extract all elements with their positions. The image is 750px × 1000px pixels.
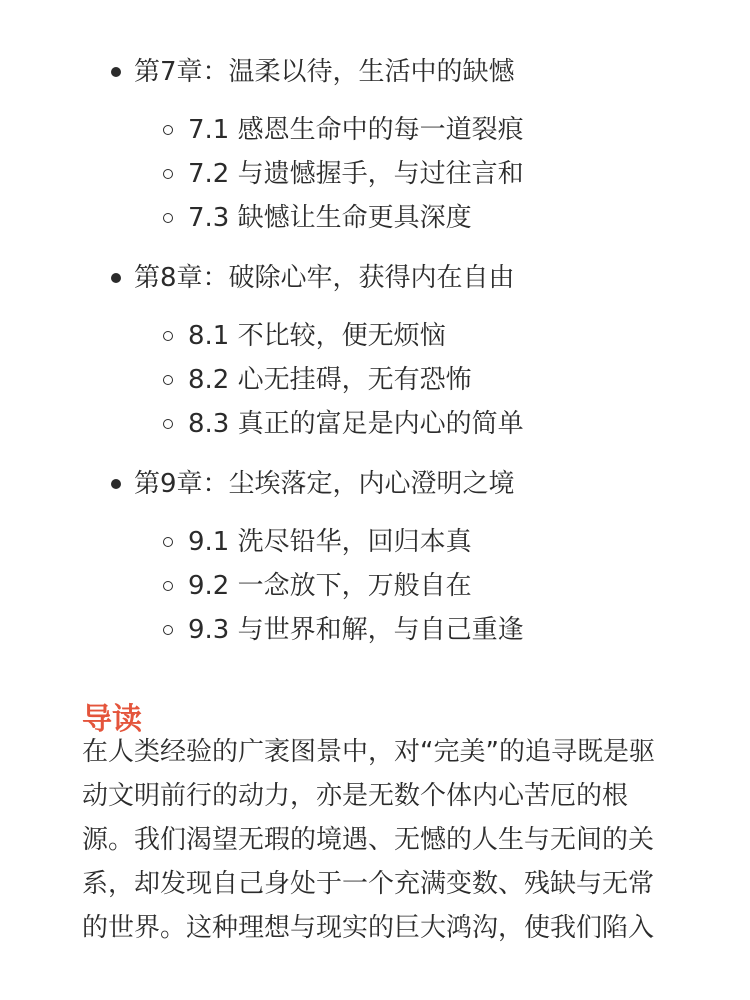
section-item	[0, 564, 750, 608]
table-of-contents	[0, 50, 750, 668]
filled-bullet-icon	[111, 273, 121, 283]
section-title: 9.1 洗尽铅华，回归本真	[188, 527, 472, 557]
chapter-title: 第9章：尘埃落定，内心澄明之境	[134, 469, 515, 499]
chapter-item	[0, 256, 750, 446]
section-title: 7.1 感恩生命中的每一道裂痕	[188, 115, 524, 145]
section-item	[0, 358, 750, 402]
section-list	[0, 108, 750, 240]
section-item	[0, 402, 750, 446]
hollow-bullet-icon	[163, 625, 173, 635]
section-title: 9.2 一念放下，万般自在	[188, 571, 472, 601]
intro-paragraph: 在人类经验的广袤图景中，对“完美”的追寻既是驱动文明前行的动力，亦是无数个体内心苦厄的根源。我们渴望无瑕的境遇、无憾的人生与无间的关系，却发现自己身处于一个充满变数、残缺与无常的世界。这种理想与现实的巨大鸿沟，使我们陷入	[82, 737, 655, 943]
filled-bullet-icon	[111, 479, 121, 489]
section-item	[0, 608, 750, 652]
section-item	[0, 314, 750, 358]
section-item	[0, 196, 750, 240]
chapter-line	[0, 462, 750, 506]
section-list	[0, 314, 750, 446]
chapter-line	[0, 256, 750, 300]
hollow-bullet-icon	[163, 581, 173, 591]
chapter-line	[0, 50, 750, 94]
section-item	[0, 520, 750, 564]
section-title: 8.3 真正的富足是内心的简单	[188, 409, 524, 439]
chapter-item	[0, 462, 750, 652]
section-title: 8.2 心无挂碍，无有恐怖	[188, 365, 472, 395]
section-item	[0, 108, 750, 152]
filled-bullet-icon	[111, 67, 121, 77]
hollow-bullet-icon	[163, 169, 173, 179]
section-title: 7.3 缺憾让生命更具深度	[188, 203, 472, 233]
hollow-bullet-icon	[163, 213, 173, 223]
hollow-bullet-icon	[163, 375, 173, 385]
hollow-bullet-icon	[163, 331, 173, 341]
chapter-title: 第8章：破除心牢，获得内在自由	[134, 263, 515, 293]
hollow-bullet-icon	[163, 125, 173, 135]
intro-heading: 导读	[82, 701, 142, 737]
section-list	[0, 520, 750, 652]
section-title: 9.3 与世界和解，与自己重逢	[188, 615, 524, 645]
hollow-bullet-icon	[163, 419, 173, 429]
section-item	[0, 152, 750, 196]
chapter-item	[0, 50, 750, 240]
chapter-title: 第7章：温柔以待，生活中的缺憾	[134, 57, 515, 87]
section-title: 8.1 不比较，便无烦恼	[188, 321, 446, 351]
section-title: 7.2 与遗憾握手，与过往言和	[188, 159, 524, 189]
hollow-bullet-icon	[163, 537, 173, 547]
